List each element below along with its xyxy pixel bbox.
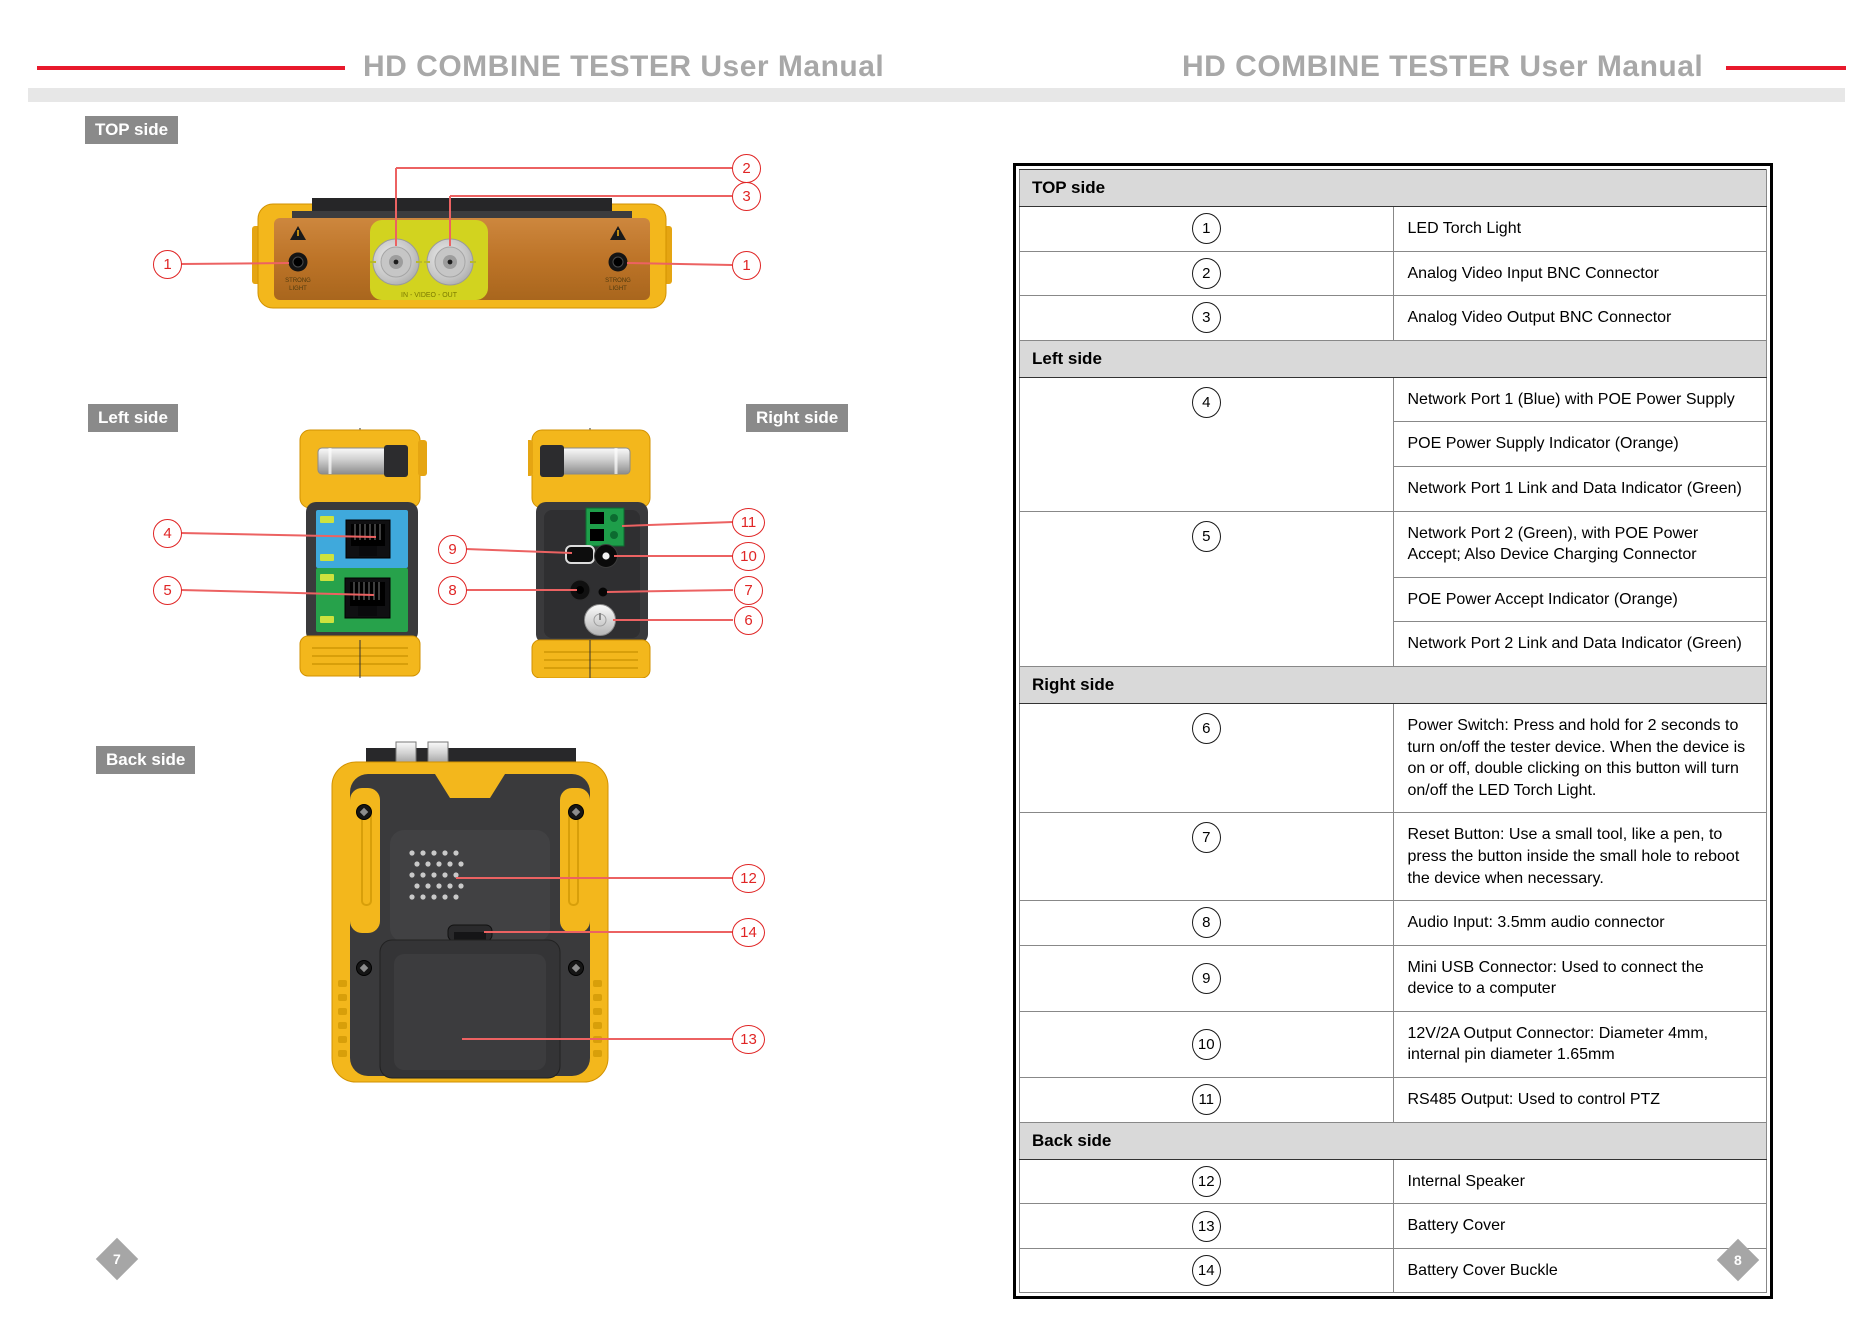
row-description: Network Port 1 Link and Data Indicator (Green) xyxy=(1393,466,1767,511)
page-number-left: 7 xyxy=(96,1238,138,1280)
section-header-row xyxy=(1020,666,1767,703)
callout-9: 9 xyxy=(438,535,467,564)
callout-12: 12 xyxy=(732,864,765,893)
row-number: 7 xyxy=(1192,822,1221,853)
row-description: Network Port 2 Link and Data Indicator (Green) xyxy=(1393,622,1767,667)
row-description: Network Port 2 (Green), with POE Power Accept; Also Device Charging Connector xyxy=(1393,511,1767,577)
section-header: Back side xyxy=(1020,1122,1767,1159)
row-description: RS485 Output: Used to control PTZ xyxy=(1393,1078,1767,1123)
parts-table xyxy=(1013,163,1773,1299)
label-back-side: Back side xyxy=(96,746,195,774)
label-top-side: TOP side xyxy=(85,116,178,144)
row-number: 3 xyxy=(1192,302,1221,333)
callout-11: 11 xyxy=(732,508,765,537)
table-row xyxy=(1020,1248,1767,1293)
row-description: LED Torch Light xyxy=(1393,207,1767,252)
row-number: 10 xyxy=(1192,1029,1221,1060)
row-number: 14 xyxy=(1192,1255,1221,1286)
callout-6: 6 xyxy=(734,606,763,635)
callout-5: 5 xyxy=(153,576,182,605)
table-row xyxy=(1020,377,1767,422)
row-description: Audio Input: 3.5mm audio connector xyxy=(1393,901,1767,946)
row-number: 11 xyxy=(1192,1084,1221,1115)
page-title-left: HD COMBINE TESTER User Manual xyxy=(363,50,885,83)
row-number: 8 xyxy=(1192,907,1221,938)
row-number: 1 xyxy=(1192,213,1221,244)
callout-1-right: 1 xyxy=(732,251,761,280)
table-row xyxy=(1020,251,1767,296)
row-description: POE Power Accept Indicator (Orange) xyxy=(1393,577,1767,622)
section-header: Left side xyxy=(1020,340,1767,377)
row-description: 12V/2A Output Connector: Diameter 4mm, internal pin diameter 1.65mm xyxy=(1393,1011,1767,1077)
table-row xyxy=(1020,945,1767,1011)
row-number: 6 xyxy=(1192,713,1221,744)
row-number: 4 xyxy=(1192,387,1221,418)
callout-2: 2 xyxy=(732,154,761,183)
section-header: Right side xyxy=(1020,666,1767,703)
strong-light-text: STRONG xyxy=(605,278,631,284)
video-panel-text: IN - VIDEO - OUT xyxy=(401,292,457,299)
row-description: Power Switch: Press and hold for 2 seconds to turn on/off the tester device. When the device is on or off, double clicking on this button will turn on/off the LED Torch Light. xyxy=(1393,703,1767,812)
row-description: POE Power Supply Indicator (Orange) xyxy=(1393,422,1767,467)
table-row xyxy=(1020,1159,1767,1204)
row-description: Analog Video Input BNC Connector xyxy=(1393,251,1767,296)
callout-10: 10 xyxy=(732,542,765,571)
callout-8: 8 xyxy=(438,576,467,605)
label-left-side: Left side xyxy=(88,404,178,432)
callout-4: 4 xyxy=(153,519,182,548)
section-header-row xyxy=(1020,340,1767,377)
callout-3: 3 xyxy=(732,182,761,211)
row-number: 12 xyxy=(1192,1166,1221,1197)
callout-14: 14 xyxy=(732,918,765,947)
row-description: Battery Cover Buckle xyxy=(1393,1248,1767,1293)
callout-1-left: 1 xyxy=(153,250,182,279)
row-description: Mini USB Connector: Used to connect the device to a computer xyxy=(1393,945,1767,1011)
row-number: 9 xyxy=(1192,963,1221,994)
table-row xyxy=(1020,1011,1767,1077)
row-description: Analog Video Output BNC Connector xyxy=(1393,296,1767,341)
section-header-row xyxy=(1020,1122,1767,1159)
svg-text:LIGHT: LIGHT xyxy=(609,286,627,292)
table-row xyxy=(1020,207,1767,252)
strong-light-text: STRONG xyxy=(285,278,311,284)
row-description: Network Port 1 (Blue) with POE Power Supply xyxy=(1393,377,1767,422)
callout-7: 7 xyxy=(734,576,763,605)
section-header: TOP side xyxy=(1020,170,1767,207)
callout-13: 13 xyxy=(732,1025,765,1054)
row-number: 5 xyxy=(1192,521,1221,552)
row-number: 2 xyxy=(1192,258,1221,289)
row-description: Battery Cover xyxy=(1393,1204,1767,1249)
label-right-side: Right side xyxy=(746,404,848,432)
table-row xyxy=(1020,296,1767,341)
table-row xyxy=(1020,901,1767,946)
row-description: Reset Button: Use a small tool, like a pen, to press the button inside the small hole to reboot the device when necessary. xyxy=(1393,813,1767,901)
row-number: 13 xyxy=(1192,1211,1221,1242)
page-title-right: HD COMBINE TESTER User Manual xyxy=(1182,50,1704,83)
header-accent-line-right xyxy=(1726,66,1846,70)
table-row xyxy=(1020,813,1767,901)
table-row xyxy=(1020,511,1767,577)
svg-text:LIGHT: LIGHT xyxy=(289,286,307,292)
section-header-row xyxy=(1020,170,1767,207)
table-row xyxy=(1020,703,1767,812)
table-row xyxy=(1020,1204,1767,1249)
row-description: Internal Speaker xyxy=(1393,1159,1767,1204)
table-row xyxy=(1020,1078,1767,1123)
page-number-right: 8 xyxy=(1717,1239,1759,1281)
